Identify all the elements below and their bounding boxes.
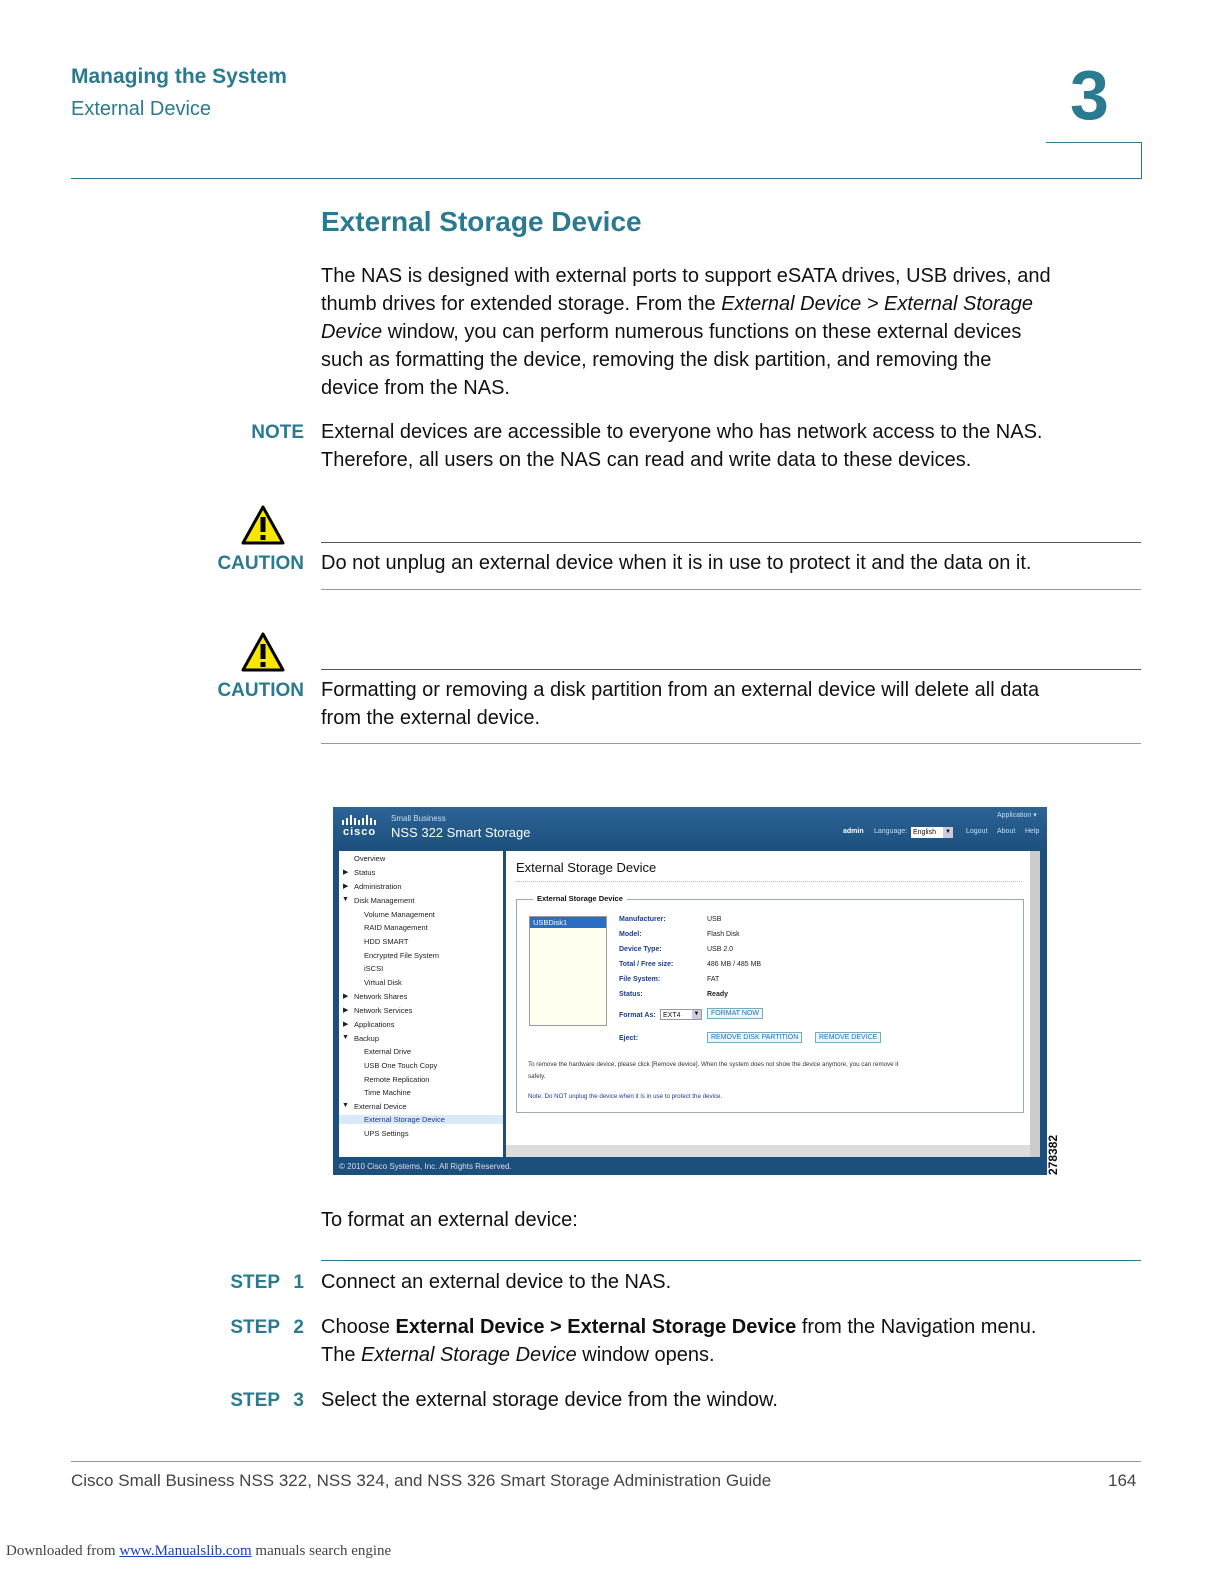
nav-iscsi[interactable]: iSCSI	[364, 964, 384, 973]
chevron-down-icon: ▼	[693, 1011, 700, 1017]
nav-encrypted-file-system[interactable]: Encrypted File System	[364, 951, 440, 960]
format-now-button[interactable]: FORMAT NOW	[707, 1008, 763, 1019]
model-label: Model:	[619, 931, 642, 938]
intro-line-3: Device window, you can perform numerous functions on these external devices	[321, 321, 1022, 343]
section-title: External Storage Device	[321, 206, 642, 237]
user-name: admin	[843, 828, 864, 835]
language-label: Language:	[874, 828, 908, 835]
caution-1-label: CAUTION	[217, 553, 304, 574]
nas-sidebar	[339, 851, 503, 1157]
step-2-number: 2	[293, 1317, 304, 1338]
step-2-word: STEP	[230, 1317, 280, 1338]
note-line-1: External devices are accessible to everyone who has network access to the NAS.	[321, 421, 1043, 443]
total-free-label: Total / Free size:	[619, 961, 674, 968]
nas-topbar	[333, 807, 1047, 851]
step-3-word: STEP	[230, 1390, 280, 1411]
about-link[interactable]: About	[997, 828, 1016, 835]
expand-icon: ▶	[343, 1007, 349, 1014]
remove-disk-partition-button[interactable]: REMOVE DISK PARTITION	[707, 1032, 802, 1043]
expand-icon: ▶	[343, 1021, 349, 1028]
model-value: Flash Disk	[707, 931, 740, 938]
nav-disk-management[interactable]: Disk Management	[354, 896, 415, 905]
device-type-value: USB 2.0	[707, 946, 734, 953]
step-2-line-2: The External Storage Device window opens.	[321, 1344, 715, 1366]
logout-link[interactable]: Logout	[966, 828, 988, 835]
device-fieldset	[516, 894, 1024, 1113]
step-3-number: 3	[293, 1390, 304, 1411]
nas-screenshot	[333, 807, 1047, 1175]
procedure-rule	[321, 1260, 1141, 1261]
download-notice: Downloaded from www.Manualslib.com manuals search engine	[6, 1543, 392, 1559]
nav-backup[interactable]: Backup	[354, 1034, 380, 1043]
nas-main-panel	[506, 851, 1032, 1157]
nav-status[interactable]: Status	[354, 868, 376, 877]
horizontal-scrollbar[interactable]	[506, 1145, 1030, 1157]
step-1-text: Connect an external device to the NAS.	[321, 1271, 672, 1293]
note-label: NOTE	[251, 422, 304, 443]
header-rule	[71, 178, 1141, 179]
eject-label: Eject:	[619, 1035, 639, 1042]
nav-external-storage-device[interactable]: External Storage Device	[339, 1115, 503, 1124]
nav-external-drive[interactable]: External Drive	[364, 1047, 412, 1056]
step-1-word: STEP	[230, 1272, 280, 1293]
chapter-title: Managing the System	[71, 65, 287, 88]
status-label: Status:	[619, 991, 643, 998]
vertical-scrollbar[interactable]	[1030, 851, 1040, 1157]
warning-icon	[241, 505, 285, 545]
brand-small: Small Business	[391, 814, 446, 823]
expand-icon: ▶	[343, 869, 349, 876]
intro-line-2: thumb drives for extended storage. From the External Device > External Storage	[321, 293, 1034, 315]
manufacturer-label: Manufacturer:	[619, 916, 666, 923]
step-3-text: Select the external storage device from the window.	[321, 1389, 778, 1411]
copyright: © 2010 Cisco Systems, Inc. All Rights Reserved.	[339, 1162, 512, 1171]
application-menu[interactable]: Application ▾	[997, 812, 1037, 819]
help-link[interactable]: Help	[1025, 828, 1040, 835]
nav-hdd-smart[interactable]: HDD SMART	[364, 937, 409, 946]
caution-2-line-2: from the external device.	[321, 707, 540, 729]
step-2-text	[321, 1313, 1151, 1369]
intro-line-4: such as formatting the device, removing the disk partition, and removing the	[321, 349, 992, 371]
panel-title-rule	[516, 881, 1022, 882]
collapse-icon: ▼	[342, 1034, 349, 1041]
collapse-icon: ▼	[342, 896, 349, 903]
footer-rule	[71, 1461, 1141, 1462]
expand-icon: ▶	[343, 883, 349, 890]
step-2-line-1: Choose External Device > External Storage Device from the Navigation menu.	[321, 1316, 1037, 1338]
nav-external-device[interactable]: External Device	[354, 1102, 407, 1111]
product-name: NSS 322 Smart Storage	[391, 825, 531, 840]
manualslib-link[interactable]: www.Manualslib.com	[119, 1543, 252, 1559]
file-system-value: FAT	[707, 976, 720, 983]
page-number: 164	[1108, 1471, 1137, 1490]
chapter-number: 3	[1070, 56, 1109, 134]
caution-2-line-1: Formatting or removing a disk partition from an external device will delete all data	[321, 679, 1040, 701]
nav-network-services[interactable]: Network Services	[354, 1006, 413, 1015]
help-text-line-2: safely.	[528, 1073, 546, 1080]
cisco-wordmark: cisco	[343, 826, 377, 838]
note-text	[321, 418, 1151, 474]
collapse-icon: ▼	[342, 1102, 349, 1109]
status-value: Ready	[707, 991, 729, 998]
nav-overview[interactable]: Overview	[354, 854, 386, 863]
caution-2-bottom-rule	[321, 743, 1141, 744]
chapter-subtitle: External Device	[71, 98, 212, 120]
intro-line-1: The NAS is designed with external ports to support eSATA drives, USB drives, and	[321, 265, 1051, 287]
language-select[interactable]: English ▼	[911, 827, 953, 838]
nav-volume-management[interactable]: Volume Management	[364, 910, 435, 919]
nav-applications[interactable]: Applications	[354, 1020, 395, 1029]
help-text-line-1: To remove the hardware device, please click [Remove device]. When the system does not show the device anymore, you can remove it	[528, 1061, 899, 1068]
warning-icon	[241, 632, 285, 672]
nav-virtual-disk[interactable]: Virtual Disk	[364, 978, 402, 987]
caution-1-text: Do not unplug an external device when it is in use to protect it and the data on it.	[321, 552, 1032, 574]
note-line-2: Therefore, all users on the NAS can read and write data to these devices.	[321, 449, 972, 471]
fieldset-legend: External Storage Device	[533, 894, 627, 903]
nav-network-shares[interactable]: Network Shares	[354, 992, 408, 1001]
figure-id: 278382	[1046, 1134, 1060, 1175]
chapter-number-box	[1046, 142, 1142, 179]
total-free-value: 486 MB / 485 MB	[707, 961, 762, 968]
device-type-label: Device Type:	[619, 946, 662, 953]
caution-1-bottom-rule	[321, 589, 1141, 590]
panel-title: External Storage Device	[516, 860, 657, 875]
nav-time-machine[interactable]: Time Machine	[364, 1088, 411, 1097]
intro-line-5: device from the NAS.	[321, 377, 510, 399]
remove-device-button[interactable]: REMOVE DEVICE	[815, 1032, 881, 1043]
device-list-item[interactable]: USBDisk1	[530, 917, 606, 928]
chevron-down-icon: ▼	[943, 827, 953, 838]
format-as-select[interactable]: EXT4 ▼	[660, 1009, 702, 1020]
device-list[interactable]	[529, 916, 607, 1026]
caution-2-label: CAUTION	[217, 680, 304, 701]
footer-guide-title: Cisco Small Business NSS 322, NSS 324, and NSS 326 Smart Storage Administration Guide	[71, 1471, 772, 1490]
procedure-intro: To format an external device:	[321, 1209, 578, 1231]
cisco-logo-icon	[341, 815, 381, 825]
manufacturer-value: USB	[707, 916, 722, 923]
nav-raid-management[interactable]: RAID Management	[364, 923, 428, 932]
panel-note: Note: Do NOT unplug the device when it is in use to protect the device.	[528, 1093, 723, 1100]
caution-2-top-rule	[321, 669, 1141, 670]
step-1-number: 1	[293, 1272, 304, 1293]
caution-2-text	[321, 676, 1151, 732]
nav-administration[interactable]: Administration	[354, 882, 402, 891]
nav-ups-settings[interactable]: UPS Settings	[364, 1129, 409, 1138]
nav-remote-replication[interactable]: Remote Replication	[364, 1075, 430, 1084]
file-system-label: File System:	[619, 976, 661, 983]
format-as-label: Format As:	[619, 1012, 656, 1019]
intro-paragraph	[321, 262, 1151, 402]
caution-1-top-rule	[321, 542, 1141, 543]
expand-icon: ▶	[343, 993, 349, 1000]
nav-usb-one-touch-copy[interactable]: USB One Touch Copy	[364, 1061, 438, 1070]
